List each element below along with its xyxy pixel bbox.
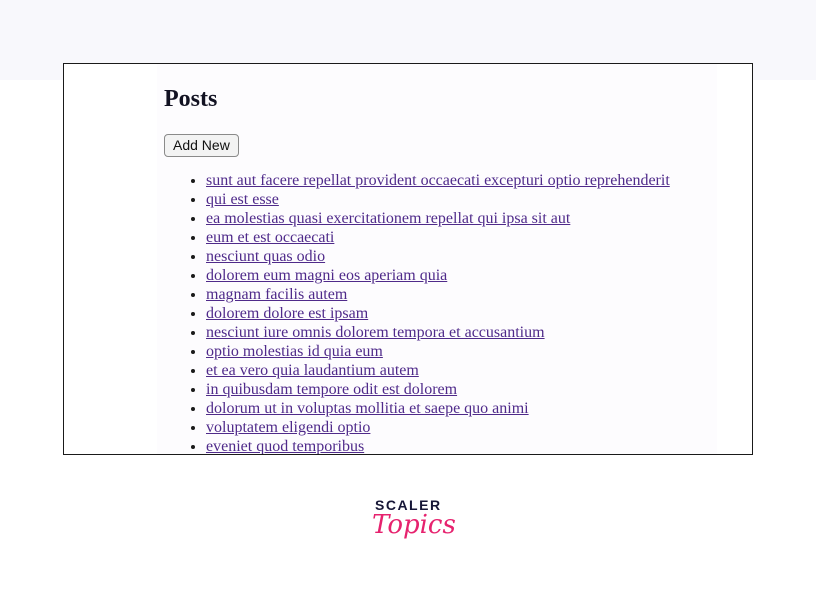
post-link[interactable]: magnam facilis autem [206, 286, 348, 303]
screenshot-frame [63, 63, 753, 455]
post-link[interactable]: nesciunt iure omnis dolorem tempora et accusantium [206, 324, 545, 341]
logo-topics-text: Topics [372, 510, 456, 540]
list-item [206, 247, 670, 266]
list-item [206, 418, 670, 437]
list-item [206, 209, 670, 228]
post-link[interactable]: eum et est occaecati [206, 229, 335, 246]
post-link[interactable]: qui est esse [206, 191, 279, 208]
list-item [206, 171, 670, 190]
scaler-topics-logo [372, 497, 456, 557]
list-item [206, 361, 670, 380]
list-item [206, 304, 670, 323]
list-item [206, 399, 670, 418]
post-link[interactable]: dolorum ut in voluptas mollitia et saepe quo animi [206, 400, 529, 417]
post-link[interactable]: dolorem eum magni eos aperiam quia [206, 267, 448, 284]
list-item [206, 323, 670, 342]
list-item [206, 342, 670, 361]
post-link[interactable]: in quibusdam tempore odit est dolorem [206, 381, 458, 398]
posts-list [164, 171, 670, 455]
post-link[interactable]: optio molestias id quia eum [206, 343, 383, 360]
list-item [206, 437, 670, 455]
page-content [157, 64, 717, 454]
post-link[interactable]: nesciunt quas odio [206, 248, 326, 265]
logo-scaler-text: SCALER [375, 497, 442, 513]
list-item [206, 285, 670, 304]
list-item [206, 380, 670, 399]
list-item [206, 190, 670, 209]
post-link[interactable]: et ea vero quia laudantium autem [206, 362, 419, 379]
post-link[interactable]: dolorem dolore est ipsam [206, 305, 369, 322]
post-link[interactable]: ea molestias quasi exercitationem repellat qui ipsa sit aut [206, 210, 571, 227]
post-link[interactable]: eveniet quod temporibus [206, 438, 365, 455]
list-item [206, 266, 670, 285]
post-link[interactable]: voluptatem eligendi optio [206, 419, 371, 436]
list-item [206, 228, 670, 247]
add-new-button[interactable]: Add New [164, 134, 239, 157]
page-title: Posts [164, 86, 218, 112]
post-link[interactable]: sunt aut facere repellat provident occaecati excepturi optio reprehenderit [206, 172, 670, 189]
